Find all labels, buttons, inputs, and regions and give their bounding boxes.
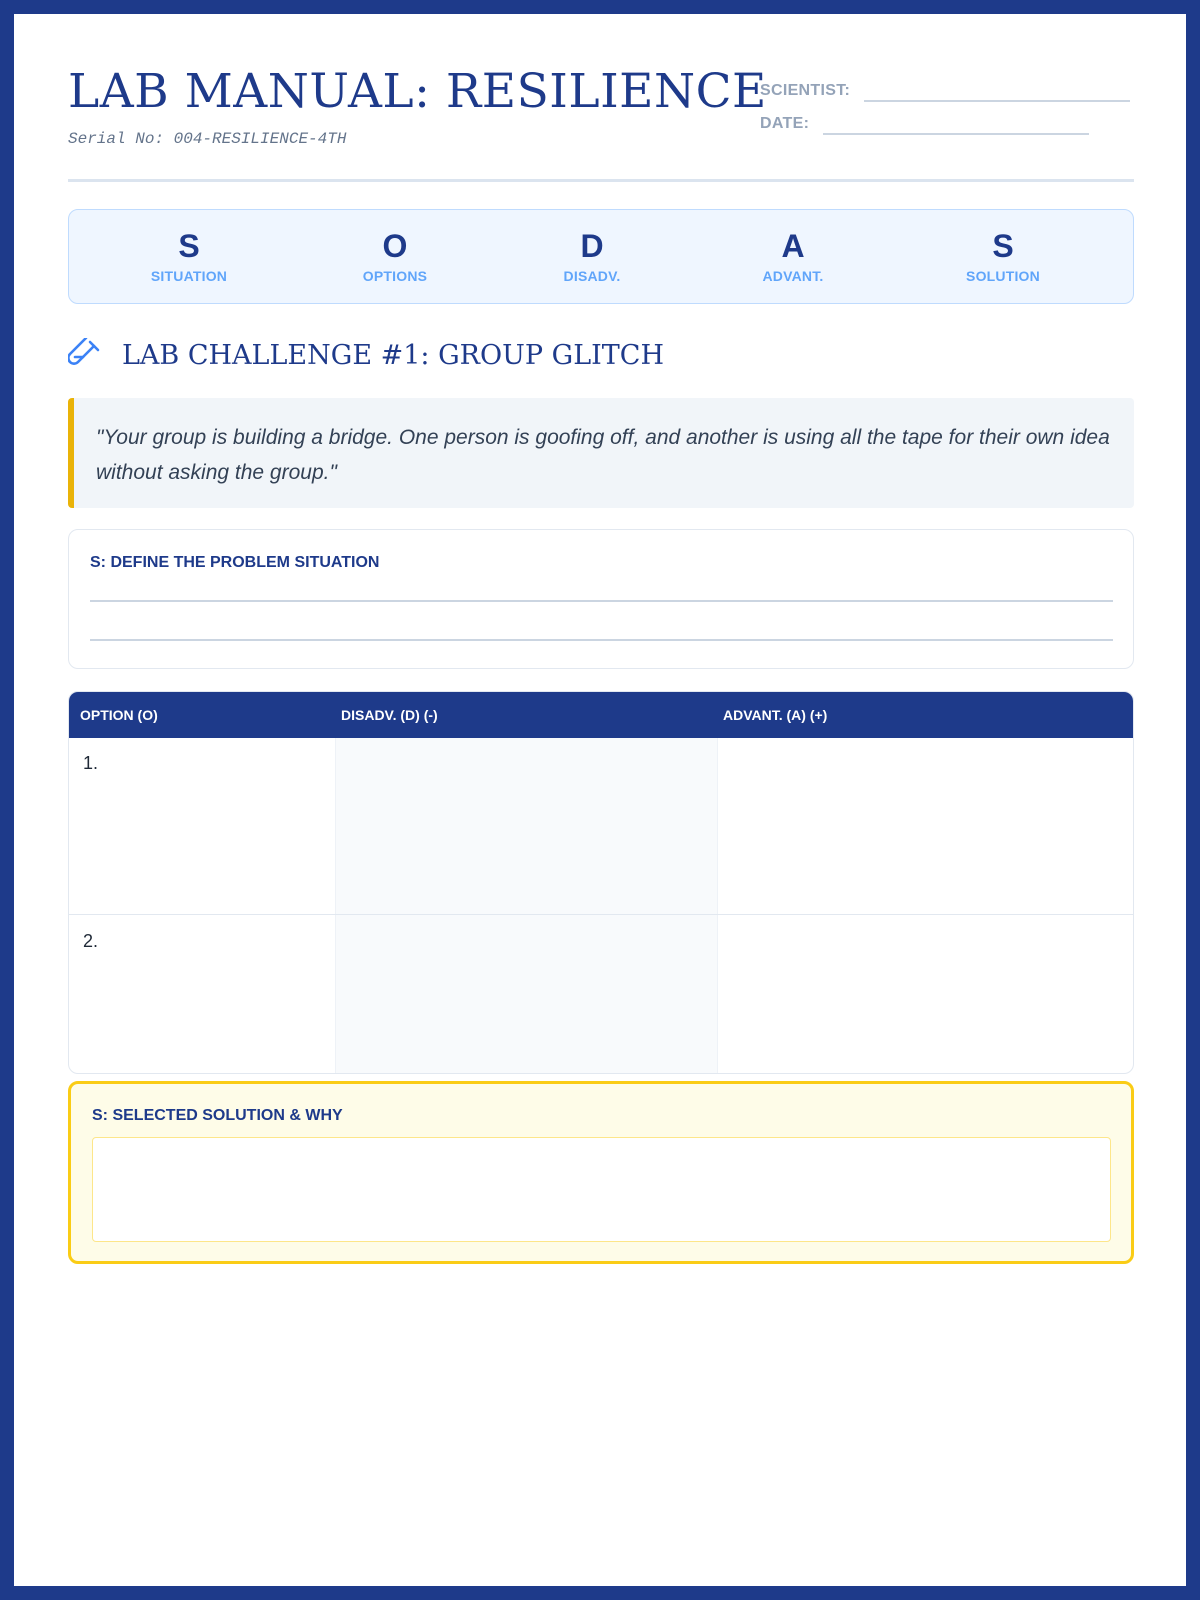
serial-number: Serial No: 004-RESILIENCE-4TH bbox=[68, 130, 347, 148]
sodas-word: DISADV. bbox=[563, 268, 621, 284]
sodas-letter: A bbox=[781, 228, 805, 264]
sodas-item-disadvantages bbox=[522, 228, 662, 284]
sodas-word: SOLUTION bbox=[966, 268, 1040, 284]
sodas-item-options bbox=[325, 228, 465, 284]
sodas-item-solution bbox=[933, 228, 1073, 284]
disadvantages-column[interactable] bbox=[335, 738, 718, 1074]
header-option: OPTION (O) bbox=[80, 707, 158, 723]
sodas-letter: O bbox=[382, 228, 408, 264]
challenge-title: LAB CHALLENGE #1: GROUP GLITCH bbox=[122, 339, 665, 371]
scientist-input-line[interactable] bbox=[864, 100, 1130, 102]
sodas-word: SITUATION bbox=[150, 268, 228, 284]
sodas-letter: S bbox=[178, 228, 200, 264]
sodas-letter: D bbox=[580, 228, 604, 264]
solution-answer-area[interactable] bbox=[92, 1137, 1111, 1242]
row-divider bbox=[69, 914, 1133, 915]
writing-line[interactable] bbox=[90, 639, 1113, 641]
define-problem-label: S: DEFINE THE PROBLEM SITUATION bbox=[90, 554, 380, 571]
table-header bbox=[69, 692, 1133, 738]
date-label: DATE: bbox=[760, 115, 810, 132]
date-field[interactable] bbox=[760, 115, 1089, 133]
options-table bbox=[68, 691, 1134, 1074]
page-title: LAB MANUAL: RESILIENCE bbox=[68, 64, 767, 119]
row-number: 1. bbox=[83, 753, 99, 773]
sodas-item-advantages bbox=[723, 228, 863, 284]
writing-line[interactable] bbox=[90, 600, 1113, 602]
worksheet-content bbox=[68, 14, 1134, 1124]
scientist-field[interactable] bbox=[760, 82, 1130, 100]
flask-icon bbox=[68, 338, 102, 372]
row-number-2: 2. bbox=[83, 931, 99, 951]
selected-solution-box bbox=[68, 1081, 1134, 1264]
header-disadvantages: DISADV. (D) (-) bbox=[341, 707, 438, 723]
define-problem-box[interactable] bbox=[68, 529, 1134, 669]
sodas-word: OPTIONS bbox=[362, 268, 428, 284]
sodas-strip bbox=[68, 209, 1134, 304]
date-input-line[interactable] bbox=[823, 133, 1089, 135]
solution-label: S: SELECTED SOLUTION & WHY bbox=[92, 1107, 343, 1124]
header-advantages: ADVANT. (A) (+) bbox=[723, 707, 828, 723]
worksheet-page bbox=[14, 14, 1186, 1586]
challenge-heading bbox=[68, 338, 664, 372]
sodas-word: ADVANT. bbox=[762, 268, 824, 284]
worksheet-header bbox=[68, 14, 1134, 182]
sodas-letter: S bbox=[992, 228, 1014, 264]
scientist-label: SCIENTIST: bbox=[760, 82, 851, 99]
sodas-item-situation bbox=[119, 228, 259, 284]
scenario-quote: "Your group is building a bridge. One person is goofing off, and another is using all the tape for their own idea without asking the group." bbox=[68, 398, 1134, 508]
